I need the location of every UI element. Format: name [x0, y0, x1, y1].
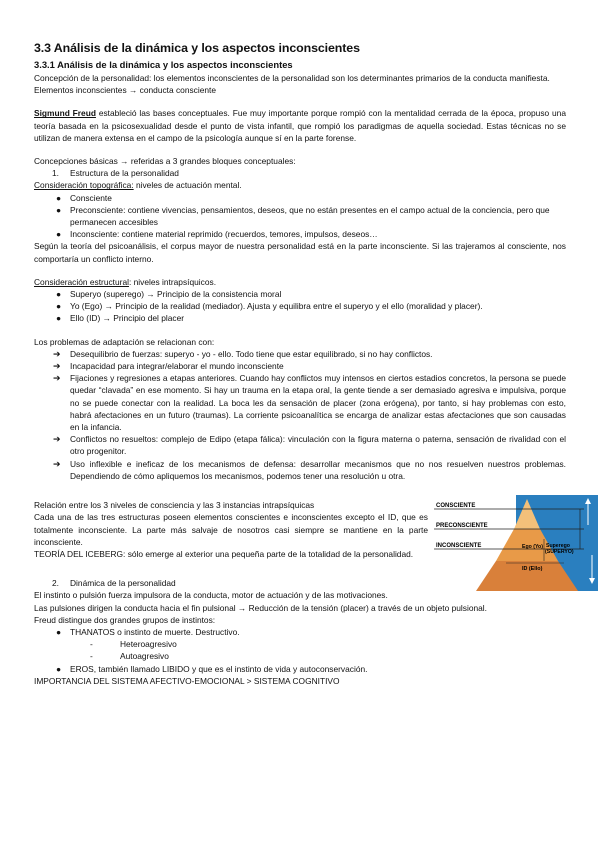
freud-paragraph — [34, 107, 566, 144]
estructural-line — [34, 276, 566, 288]
arrow-right-icon: ➔ — [53, 361, 61, 372]
list-item-text: Heteroagresivo — [120, 639, 177, 650]
list-item — [34, 458, 566, 482]
numbered-item-1-number: 1. — [52, 168, 59, 179]
bullet-icon: ● — [56, 204, 62, 215]
intro-paragraph: Concepción de la personalidad: los elementos inconscientes de la personalidad son los determinantes primarios de la conducta manifiesta. — [34, 73, 550, 83]
document-page — [34, 40, 574, 687]
estructural-rest: : niveles intrapsíquicos. — [128, 276, 217, 287]
iceberg-diagram — [434, 495, 598, 591]
list-item — [34, 433, 566, 457]
dinamica-p3: Freud distingue dos grandes grupos de instintos: — [34, 614, 216, 625]
intro-formula: Elementos inconscientes → conducta consciente — [34, 85, 217, 96]
subsection-title: 3.3.1 Análisis de la dinámica y los aspectos inconscientes — [34, 59, 293, 70]
dinamica-p2: Las pulsiones dirigen la conducta hacia el fin pulsional → Reducción de la tensión (placer) a través de un objeto pulsional. — [34, 602, 487, 613]
list-item — [34, 663, 566, 675]
section-title: 3.3 Análisis de la dinámica y los aspectos inconscientes — [34, 41, 360, 55]
label-superyo: (SUPERYO) — [545, 549, 574, 556]
label-ego: Ego (Yo) — [522, 544, 543, 551]
list-item-text: Incapacidad para integrar/elaborar el mundo inconsciente — [70, 361, 284, 372]
topografica-line — [34, 179, 566, 191]
list-item-text: Consciente — [70, 192, 112, 203]
label-inconsciente: INCONSCIENTE — [436, 543, 482, 550]
niveles-list — [34, 192, 566, 241]
iceberg-paragraph: TEORÍA DEL ICEBERG: sólo emerge al exterior una pequeña parte de la totalidad de la personalidad. — [34, 548, 414, 559]
numbered-item-2-label: Dinámica de la personalidad — [70, 578, 176, 589]
list-item-text: Ello (ID) → Principio del placer — [70, 313, 185, 324]
topografica-label: Consideración topográfica: — [34, 180, 134, 191]
list-item-text: THANATOS o instinto de muerte. Destructivo. — [70, 626, 240, 637]
list-item-text: Yo (Ego) → Principio de la realidad (mediador). Ajusta y equilibra entre el superyo y el ello (moralidad y placer). — [70, 301, 483, 312]
list-item-text: Superyo (superego) → Principio de la consistencia moral — [70, 289, 282, 300]
numbered-item-1 — [34, 167, 566, 179]
bullet-icon: ● — [56, 229, 62, 240]
concepciones-intro: Concepciones básicas → referidas a 3 grandes bloques conceptuales: — [34, 156, 296, 167]
problemas-list — [34, 348, 566, 482]
relacion-title: Relación entre los 3 niveles de consciencia y las 3 instancias intrapsíquicas — [34, 500, 315, 511]
list-item — [34, 300, 566, 312]
numbered-item-2-number: 2. — [52, 578, 59, 589]
numbered-item-1-label: Estructura de la personalidad — [70, 168, 179, 179]
eros-list — [34, 663, 566, 675]
relacion-paragraph: Cada una de las tres estructuras poseen elementos conscientes e inconscientes excepto el ID, que es totalmente inconsciente. La parte más salvaje de nosotros casi siempre se mantiene en la parte inconsciente. — [34, 512, 428, 547]
instancias-list — [34, 288, 566, 325]
arrow-right-icon: ➔ — [53, 373, 61, 384]
iceberg-text-block — [34, 511, 428, 560]
list-item-text: EROS, también llamado LIBIDO y que es el instinto de vida y autoconservación. — [70, 663, 368, 674]
arrow-right-icon: ➔ — [53, 458, 61, 469]
bullet-icon: ● — [56, 289, 62, 300]
list-item-text: Inconsciente: contiene material reprimido (recuerdos, temores, impulsos, deseos… — [70, 229, 378, 240]
label-superego: Superego — [546, 543, 570, 550]
list-item — [34, 650, 566, 662]
problemas-intro: Los problemas de adaptación se relacionan con: — [34, 336, 215, 347]
instintos-list — [34, 626, 566, 638]
list-item — [34, 360, 566, 372]
label-id: ID (Ello) — [522, 566, 543, 573]
list-item — [34, 228, 566, 240]
topografica-rest: niveles de actuación mental. — [133, 180, 242, 191]
list-item-text: Desequilibrio de fuerzas: superyo - yo - ello. Todo tiene que estar equilibrado, si no hay conflictos. — [70, 348, 433, 359]
bullet-icon: ● — [56, 313, 62, 324]
label-preconsciente: PRECONSCIENTE — [436, 523, 488, 530]
importancia-line: IMPORTANCIA DEL SISTEMA AFECTIVO-EMOCIONAL > SISTEMA COGNITIVO — [34, 675, 340, 686]
bullet-icon: ● — [56, 663, 62, 674]
label-consciente: CONSCIENTE — [436, 503, 476, 510]
list-item — [34, 204, 566, 228]
list-item-text: Autoagresivo — [120, 651, 169, 662]
bullet-icon: ● — [56, 626, 62, 637]
bullet-icon: ● — [56, 301, 62, 312]
list-item-text: Fijaciones y regresiones a etapas anteriores. Cuando hay conflictos muy intensos en ciertos estadios concretos, la persona se puede quedar “clavada” en ese momento. Si hay un trauma en la etapa oral, la gente tiende a ser demasiado agresiva e impulsiva, porque no se puede conectar con la realidad. La boca les da sensación de placer (zona erógena), por tanto, si hay problemas con esto, habrá afectaciones en un futuro (traumas). La corriente psicoanalítica se encarga de analizar estas afectaciones que son causadas en la infancia. — [70, 373, 566, 433]
dash-icon: - — [90, 651, 93, 662]
dinamica-p1: El instinto o pulsión fuerza impulsora de la conducta, motor de actuación y de las motivaciones. — [34, 590, 388, 601]
list-item-text: Preconsciente: contiene vivencias, pensamientos, deseos, que no están presentes en el campo actual de la conciencia, pero que permanecen accesibles — [70, 204, 550, 228]
list-item — [34, 312, 566, 324]
list-item — [34, 638, 566, 650]
list-item — [34, 348, 566, 360]
bullet-icon: ● — [56, 192, 62, 203]
estructural-label: Consideración estructural — [34, 276, 129, 287]
list-item — [34, 372, 566, 433]
dash-icon: - — [90, 639, 93, 650]
thanatos-sublist — [34, 638, 566, 662]
arrow-right-icon: ➔ — [53, 434, 61, 445]
iceberg-section — [34, 499, 574, 573]
freud-text: estableció las bases conceptuales. Fue muy importante porque rompió con la mentalidad cerrada de la época, propuso una teoría basada en la psicosexualidad desde el punto de vista infantil, que rompió los paradigmas de aquella sociedad. Estas técnicas no se utilizan de manera extensa en el campo de la psicología aunque sí en la parte forense. — [34, 108, 566, 143]
list-item — [34, 288, 566, 300]
list-item-text: Uso inflexible e ineficaz de los mecanismos de defensa: desarrollar mecanismos que no nos resuelven nuestros problemas. Dependiendo de cómo apliquemos los mecanismos, podemos tener una resolución u otra. — [70, 458, 566, 481]
list-item — [34, 192, 566, 204]
psicoanalisis-paragraph: Según la teoría del psicoanálisis, el corpus mayor de nuestra personalidad está en la parte inconsciente. Si las trajeramos al consciente, nos comportaría un conflicto interno. — [34, 241, 566, 264]
list-item — [34, 626, 566, 638]
arrow-right-icon: ➔ — [53, 348, 61, 359]
list-item-text: Conflictos no resueltos: complejo de Edipo (etapa fálica): vinculación con la figura materna o paterna, sensación de rivalidad con el otro progenitor. — [70, 434, 566, 457]
freud-name: Sigmund Freud — [34, 108, 96, 119]
